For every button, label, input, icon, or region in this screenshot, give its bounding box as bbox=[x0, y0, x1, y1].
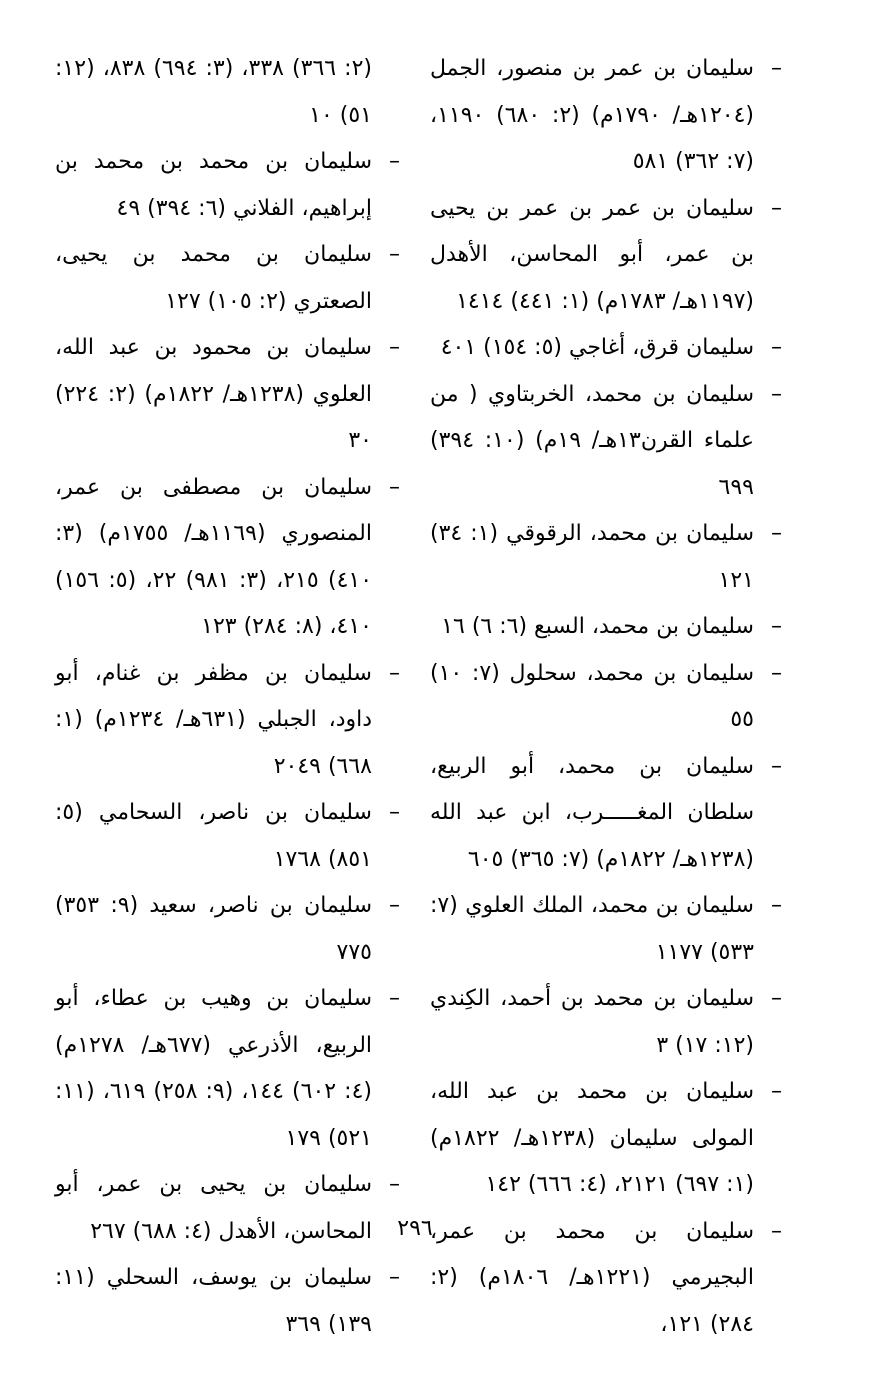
index-entry bbox=[55, 883, 400, 976]
entry-continuation: (٢: ٣٦٦) ٣٣٨، (٣: ٦٩٤) ٨٣٨، (١٢: ٥١) ١٠ bbox=[55, 56, 372, 128]
entry-dash: – bbox=[389, 335, 400, 360]
entry-dash: – bbox=[771, 56, 782, 81]
entry-text: سليمان بن محمد بن يحيى، الصعتري (٢: ١٠٥) ١٢٧ bbox=[55, 242, 372, 314]
index-entry bbox=[430, 372, 782, 512]
entry-dash: – bbox=[771, 335, 782, 360]
entry-dash: – bbox=[389, 1172, 400, 1197]
entry-text: سليمان بن محمد بن عمر، البجيرمي (١٢٢١هـ/ ١٨٠٦م) (٢: ٢٨٤) ١٢١، bbox=[430, 1218, 754, 1337]
entry-text: سليمان بن وهيب بن عطاء، أبو الربيع، الأذرعي (٦٧٧هـ/ ١٢٧٨م) (٤: ٦٠٢) ١٤٤، (٩: ٢٥٨) ٦١٩، (١١: ٥٢١) ١٧٩ bbox=[55, 986, 373, 1151]
entry-dash: – bbox=[389, 893, 400, 918]
entry-dash: – bbox=[771, 521, 782, 546]
entry-dash: – bbox=[771, 986, 782, 1011]
entry-text: سليمان بن يحيى بن عمر، أبو المحاسن، الأهدل (٤: ٦٨٨) ٢٦٧ bbox=[55, 1172, 372, 1244]
entry-dash: – bbox=[389, 149, 400, 174]
entry-text: سليمان بن محمد، أبو الربيع، سلطان المغـــــرب، ابن عبد الله (١٢٣٨هـ/ ١٨٢٢م) (٧: ٣٦٥) ٦٠٥ bbox=[430, 753, 754, 872]
entry-text: سليمان بن ناصر، سعيد (٩: ٣٥٣) ٧٧٥ bbox=[55, 893, 373, 965]
index-entry bbox=[430, 976, 782, 1069]
entry-dash: – bbox=[771, 1218, 782, 1244]
index-entry bbox=[430, 604, 782, 651]
index-entry bbox=[430, 46, 782, 186]
entry-text: سليمان قرق، أغاجي (٥: ١٥٤) ٤٠١ bbox=[440, 335, 754, 360]
entry-text: سليمان بن محمد بن أحمد، الكِندي (١٢: ١٧) ٣ bbox=[430, 986, 754, 1058]
index-entry bbox=[55, 232, 400, 325]
entry-text: سليمان بن محمد، سحلول (٧: ١٠) ٥٥ bbox=[430, 660, 755, 732]
entry-dash: – bbox=[389, 660, 400, 686]
entry-dash: – bbox=[389, 1265, 400, 1290]
entry-dash: – bbox=[771, 1079, 782, 1104]
index-entry bbox=[55, 1255, 400, 1348]
index-entry bbox=[55, 1162, 400, 1255]
page-number: ٢٩٦ bbox=[397, 1216, 433, 1241]
index-entry bbox=[430, 325, 782, 372]
entry-text: سليمان بن ناصر، السحامي (٥: ٨٥١) ١٧٦٨ bbox=[55, 800, 372, 872]
index-entry bbox=[55, 139, 400, 232]
entry-text: سليمان بن عمر بن منصور، الجمل (١٢٠٤هـ/ ١٧٩٠م) (٢: ٦٨٠) ١١٩٠، (٧: ٣٦٢) ٥٨١ bbox=[430, 56, 754, 174]
entry-text: سليمان بن عمر بن عمر بن يحيى بن عمر، أبو المحاسن، الأهدل (١١٩٧هـ/ ١٧٨٣م) (١: ٤٤١) ١٤١٤ bbox=[430, 195, 754, 314]
entry-dash: – bbox=[771, 753, 782, 779]
entry-dash: – bbox=[389, 986, 400, 1011]
entry-text: سليمان بن يوسف، السحلي (١١: ١٣٩) ٣٦٩ bbox=[55, 1265, 372, 1337]
entry-text: سليمان بن محمد بن عبد الله، المولى سليمان (١٢٣٨هـ/ ١٨٢٢م) (١: ٦٩٧) ٢١٢١، (٤: ٦٦٦) ١٤٢ bbox=[430, 1079, 754, 1197]
index-entry bbox=[55, 325, 400, 465]
entry-dash: – bbox=[771, 660, 782, 686]
index-entry bbox=[430, 883, 782, 976]
index-entry bbox=[55, 790, 400, 883]
entry-dash: – bbox=[771, 195, 782, 221]
entry-text: سليمان بن محمد، الرقوقي (١: ٣٤) ١٢١ bbox=[430, 521, 755, 593]
entry-text: سليمان بن محمد، الخربتاوي ( من علماء القرن١٣هـ/ ١٩م) (١٠: ٣٩٤) ٦٩٩ bbox=[430, 381, 755, 500]
entry-dash: – bbox=[389, 474, 400, 500]
entry-text: سليمان بن مصطفى بن عمر، المنصوري (١١٦٩هـ/ ١٧٥٥م) (٣: ٤١٠) ٢١٥، (٣: ٩٨١) ٢٢، (٥: ١٥٦) ٤١٠، (٨: ٢٨٤) ١٢٣ bbox=[55, 474, 373, 639]
entry-text: سليمان بن محمد، الملك العلوي (٧: ٥٣٣) ١١٧٧ bbox=[430, 893, 754, 965]
entry-dash: – bbox=[771, 893, 782, 918]
entry-dash: – bbox=[771, 381, 782, 407]
index-entry bbox=[430, 1069, 782, 1209]
index-entry bbox=[430, 651, 782, 744]
entry-text: سليمان بن محمد بن محمد بن إبراهيم، الفلاني (٦: ٣٩٤) ٤٩ bbox=[55, 149, 372, 221]
index-entry bbox=[55, 465, 400, 651]
entry-dash: – bbox=[389, 800, 400, 825]
index-entry bbox=[55, 651, 400, 791]
entry-text: سليمان بن محمد، السبع (٦: ٦) ١٦ bbox=[441, 614, 754, 639]
index-entry bbox=[430, 744, 782, 884]
index-column-right bbox=[430, 46, 782, 1348]
entry-text: سليمان بن مظفر بن غنام، أبو داود، الجبلي (٦٣١هـ/ ١٢٣٤م) (١: ٦٦٨) ٢٠٤٩ bbox=[55, 660, 373, 779]
index-entry bbox=[430, 511, 782, 604]
entry-dash: – bbox=[389, 242, 400, 267]
entry-text: سليمان بن محمود بن عبد الله، العلوي (١٢٣٨هـ/ ١٨٢٢م) (٢: ٢٢٤) ٣٠ bbox=[55, 335, 373, 453]
entry-dash: – bbox=[771, 614, 782, 639]
index-column-left bbox=[55, 46, 400, 1348]
index-entry bbox=[55, 976, 400, 1162]
index-entry bbox=[430, 186, 782, 326]
